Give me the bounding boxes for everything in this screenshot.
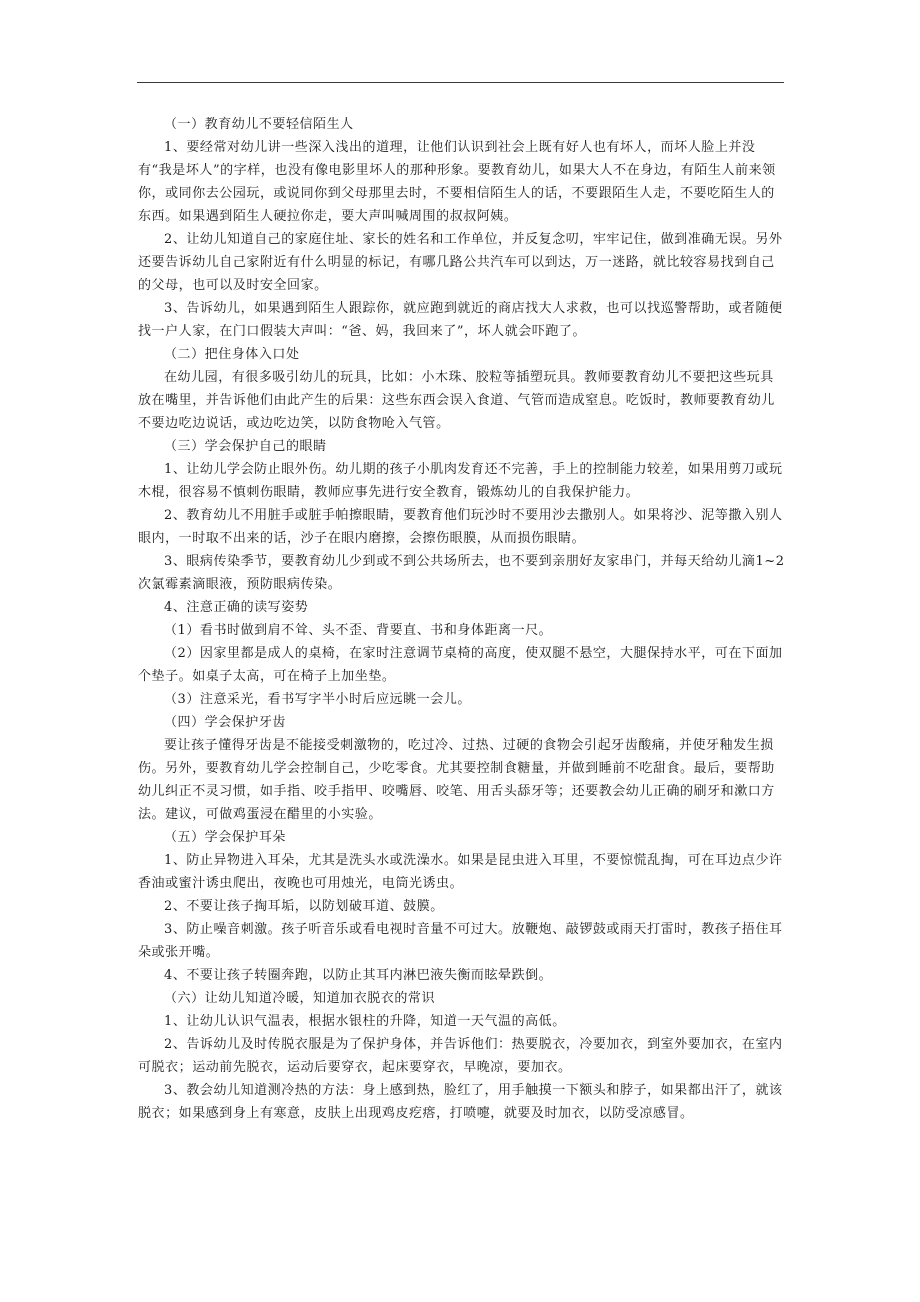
paragraph: 1、让幼儿学会防止眼外伤。幼儿期的孩子小肌肉发育还不完善，手上的控制能力较差，如果用剪刀或玩木棍，很容易不慎刺伤眼睛，教师应事先进行安全教育，锻炼幼儿的自我保护能力。 <box>138 462 783 500</box>
section-heading: （五）学会保护耳朵 <box>164 830 286 845</box>
paragraph: 3、告诉幼儿，如果遇到陌生人跟踪你，就应跑到就近的商店找大人求救，也可以找巡警帮助，或者随便找一户人家，在门口假装大声叫：“爸、妈，我回来了”，坏人就会吓跑了。 <box>138 301 783 339</box>
paragraph: 3、教会幼儿知道测冷热的方法：身上感到热，脸红了，用手触摸一下额头和脖子，如果都出汗了，就该脱衣；如果感到身上有寒意，皮肤上出现鸡皮疙瘩，打喷嚏，就要及时加衣，以防受凉感冒。 <box>138 1083 783 1121</box>
section-heading: （二）把住身体入口处 <box>164 347 300 362</box>
paragraph: 2、教育幼儿不用脏手或脏手帕擦眼睛，要教育他们玩沙时不要用沙去撒别人。如果将沙、泥等撒入别人眼内，一时取不出来的话，沙子在眼内磨擦，会擦伤眼膜，从而损伤眼睛。 <box>138 508 783 546</box>
paragraph: 2、让幼儿知道自己的家庭住址、家长的姓名和工作单位，并反复念叨，牢牢记住，做到准确无误。另外还要告诉幼儿自己家附近有什么明显的标记，有哪几路公共汽车可以到达，万一迷路，就比较容易找到自己的父母，也可以及时安全回家。 <box>138 232 783 293</box>
paragraph: 1、防止异物进入耳朵，尤其是洗头水或洗澡水。如果是昆虫进入耳里，不要惊慌乱掏，可在耳边点少许香油或蜜汁诱虫爬出，夜晚也可用烛光，电筒光诱虫。 <box>138 853 783 891</box>
paragraph: 在幼儿园，有很多吸引幼儿的玩具，比如：小木珠、胶粒等插塑玩具。教师要教育幼儿不要把这些玩具放在嘴里，并告诉他们由此产生的后果：这些东西会误入食道、气管而造成窒息。吃饭时，教师要教育幼儿不要边吃边说话，或边吃边笑，以防食物呛入气管。 <box>138 370 775 431</box>
sub-heading: 4、注意正确的读写姿势 <box>164 600 309 615</box>
section-heading: （三）学会保护自己的眼睛 <box>164 439 327 454</box>
paragraph: 4、不要让孩子转圈奔跑，以防止其耳内淋巴液失衡而眩晕跌倒。 <box>164 968 553 983</box>
section-heading: （四）学会保护牙齿 <box>164 715 286 730</box>
paragraph: 要让孩子懂得牙齿是不能接受刺激物的，吃过冷、过热、过硬的食物会引起牙齿酸痛，并使牙釉发生损伤。另外，要教育幼儿学会控制自己，少吃零食。尤其要控制食糖量，并做到睡前不吃甜食。最后，要帮助幼儿纠正不灵习惯，如手指、咬手指甲、咬嘴唇、咬笔、用舌头舔牙等；还要教会幼儿正确的刷牙和漱口方法。建议，可做鸡蛋浸在醋里的小实验。 <box>138 738 775 822</box>
document-body <box>138 113 786 1125</box>
paragraph: 2、告诉幼儿及时传脱衣服是为了保护身体，并告诉他们：热要脱衣，冷要加衣，到室外要加衣，在室内可脱衣；运动前先脱衣，运动后要穿衣，起床要穿衣，早晚凉，要加衣。 <box>138 1037 783 1075</box>
header-rule <box>137 82 784 83</box>
paragraph: 2、不要让孩子掏耳垢，以防划破耳道、鼓膜。 <box>164 899 444 914</box>
paragraph: （1）看书时做到肩不耸、头不歪、背要直、书和身体距离一尺。 <box>164 623 553 638</box>
paragraph: 1、让幼儿认识气温表，根据水银柱的升降，知道一天气温的高低。 <box>164 1014 566 1029</box>
paragraph: （2）因家里都是成人的桌椅，在家时注意调节桌椅的高度，使双腿不悬空，大腿保持水平，可在下面加个垫子。如桌子太高，可在椅子上加坐垫。 <box>138 646 783 684</box>
paragraph: （3）注意采光，看书写字半小时后应远眺一会儿。 <box>164 692 471 707</box>
paragraph: 3、眼病传染季节，要教育幼儿少到或不到公共场所去，也不要到亲朋好友家串门，并每天给幼儿滴1~2次氯霉素滴眼液，预防眼病传染。 <box>138 554 785 592</box>
paragraph: 3、防止噪音刺激。孩子听音乐或看电视时音量不可过大。放鞭炮、敲锣鼓或雨天打雷时，教孩子捂住耳朵或张开嘴。 <box>138 922 783 960</box>
section-heading: （一）教育幼儿不要轻信陌生人 <box>164 117 354 132</box>
paragraph: 1、要经常对幼儿讲一些深入浅出的道理，让他们认识到社会上既有好人也有坏人，而坏人脸上并没有“我是坏人”的字样，也没有像电影里坏人的那种形象。要教育幼儿，如果大人不在身边，有陌生人前来领你，或同你去公园玩，或说同你到父母那里去时，不要相信陌生人的话，不要跟陌生人走，不要吃陌生人的东西。如果遇到陌生人硬拉你走，要大声叫喊周围的叔叔阿姨。 <box>138 140 776 224</box>
section-heading: （六）让幼儿知道冷暖，知道加衣脱衣的常识 <box>164 991 436 1006</box>
